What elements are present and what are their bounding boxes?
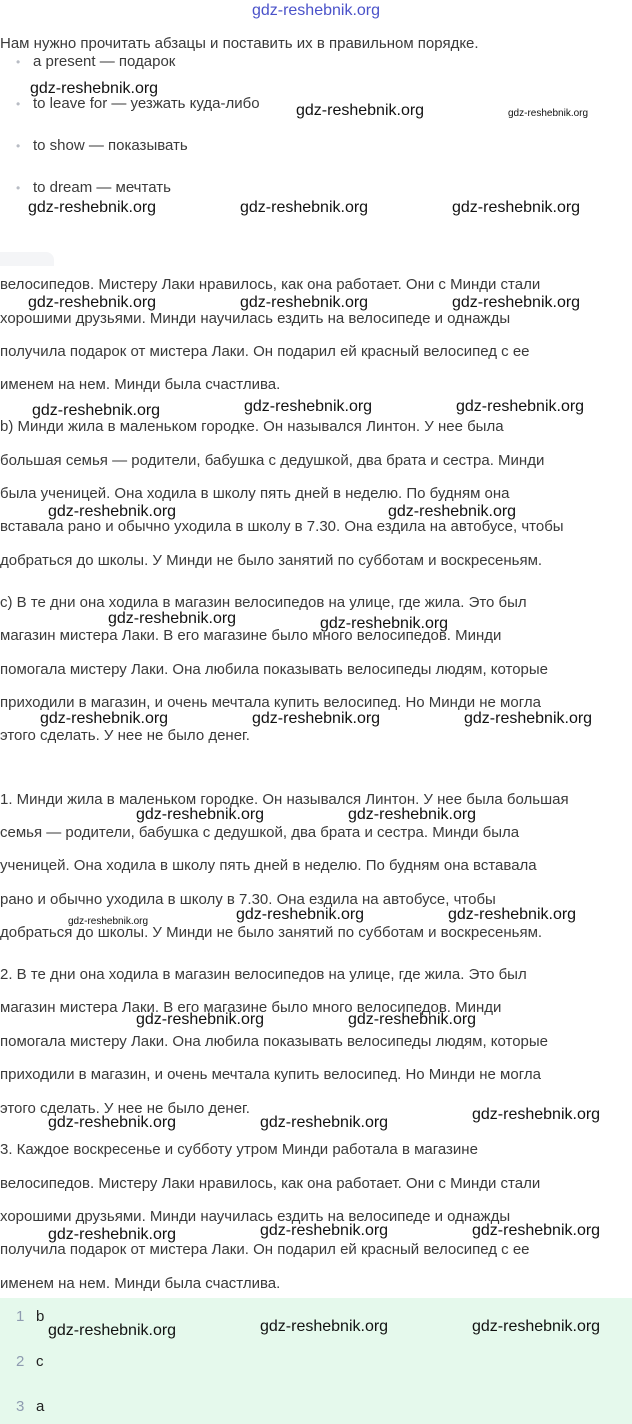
bullet-icon: •: [16, 181, 21, 195]
passage-line: приходили в магазин, и очень мечтала купить велосипед. Но Минди не могла: [0, 694, 541, 711]
answer-row: 1 b: [16, 1308, 45, 1325]
passage-line: получила подарок от мистера Лаки. Он подарил ей красный велосипед с ее: [0, 343, 530, 360]
watermark: gdz-reshebnik.org: [136, 1011, 265, 1028]
ordered-line: семья — родители, бабушка с дедушкой, два брата и сестра. Минди была: [0, 824, 520, 841]
ordered-line: 1. Минди жила в маленьком городке. Он назывался Линтон. У нее была большая: [0, 791, 569, 808]
watermark: gdz-reshebnik.org: [244, 398, 373, 415]
passage-line: хорошими друзьями. Минди научилась ездить на велосипеде и однажды: [0, 310, 511, 327]
decorative-chip: [0, 252, 54, 266]
ordered-line: ученицей. Она ходила в школу пять дней в неделю. По будням она вставала: [0, 857, 537, 874]
watermark: gdz-reshebnik.org: [260, 1318, 389, 1335]
watermark: gdz-reshebnik.org: [456, 398, 585, 415]
bullet-icon: •: [16, 139, 21, 153]
ordered-line: рано и обычно уходила в школу в 7.30. Она ездила на автобусе, чтобы: [0, 891, 496, 908]
ordered-line: 3. Каждое воскресенье и субботу утром Минди работала в магазине: [0, 1141, 478, 1158]
ordered-line: именем на нем. Минди была счастлива.: [0, 1275, 281, 1292]
passage-line: c) В те дни она ходила в магазин велосипедов на улице, где жила. Это был: [0, 594, 527, 611]
watermark: gdz-reshebnik.org: [48, 1226, 177, 1243]
answer-row: 3 a: [16, 1398, 45, 1415]
ordered-line: получила подарок от мистера Лаки. Он подарил ей красный велосипед с ее: [0, 1241, 530, 1258]
watermark: gdz-reshebnik.org: [28, 199, 157, 216]
watermark: gdz-reshebnik.org: [472, 1106, 601, 1123]
passage-line: велосипедов. Мистеру Лаки нравилось, как она работает. Они с Минди стали: [0, 276, 541, 293]
watermark: gdz-reshebnik.org: [508, 108, 589, 119]
watermark: gdz-reshebnik.org: [348, 1011, 477, 1028]
ordered-line: добраться до школы. У Минди не было занятий по субботам и воскресеньям.: [0, 924, 543, 941]
watermark: gdz-reshebnik.org: [32, 402, 161, 419]
ordered-line: помогала мистеру Лаки. Она любила показывать велосипеды людям, которые: [0, 1033, 549, 1050]
watermark: gdz-reshebnik.org: [472, 1318, 601, 1335]
watermark: gdz-reshebnik.org: [260, 1222, 389, 1239]
watermark: gdz-reshebnik.org: [320, 615, 449, 632]
watermark: gdz-reshebnik.org: [30, 80, 159, 97]
ordered-line: велосипедов. Мистеру Лаки нравилось, как она работает. Они с Минди стали: [0, 1175, 541, 1192]
watermark: gdz-reshebnik.org: [296, 102, 425, 119]
answer-row: 2 c: [16, 1353, 44, 1370]
watermark: gdz-reshebnik.org: [40, 710, 169, 727]
watermark: gdz-reshebnik.org: [260, 1114, 389, 1131]
watermark: gdz-reshebnik.org: [464, 710, 593, 727]
watermark: gdz-reshebnik.org: [136, 806, 265, 823]
watermark: gdz-reshebnik.org: [240, 199, 369, 216]
header-watermark: gdz-reshebnik.org: [251, 2, 381, 19]
watermark: gdz-reshebnik.org: [448, 906, 577, 923]
passage-line: вставала рано и обычно уходила в школу в 7.30. Она ездила на автобусе, чтобы: [0, 518, 564, 535]
watermark: gdz-reshebnik.org: [48, 1322, 177, 1339]
answers-panel: [0, 1298, 632, 1424]
vocab-item: • a present — подарок: [16, 53, 176, 70]
watermark: gdz-reshebnik.org: [348, 806, 477, 823]
watermark: gdz-reshebnik.org: [28, 294, 157, 311]
ordered-line: этого сделать. У нее не было денег.: [0, 1100, 250, 1117]
watermark: gdz-reshebnik.org: [388, 503, 517, 520]
ordered-line: магазин мистера Лаки. В его магазине было много велосипедов. Минди: [0, 999, 502, 1016]
watermark: gdz-reshebnik.org: [240, 294, 369, 311]
passage-line: b) Минди жила в маленьком городке. Он назывался Линтон. У нее была: [0, 418, 504, 435]
ordered-line: приходили в магазин, и очень мечтала купить велосипед. Но Минди не могла: [0, 1066, 541, 1083]
passage-line: была ученицей. Она ходила в школу пять дней в неделю. По будням она: [0, 485, 510, 502]
watermark: gdz-reshebnik.org: [48, 503, 177, 520]
watermark: gdz-reshebnik.org: [236, 906, 365, 923]
passage-line: именем на нем. Минди была счастлива.: [0, 376, 281, 393]
passage-line: большая семья — родители, бабушка с дедушкой, два брата и сестра. Минди: [0, 452, 545, 469]
watermark: gdz-reshebnik.org: [452, 294, 581, 311]
passage-line: магазин мистера Лаки. В его магазине было много велосипедов. Минди: [0, 627, 502, 644]
vocab-item: • to dream — мечтать: [16, 179, 171, 196]
ordered-line: 2. В те дни она ходила в магазин велосипедов на улице, где жила. Это был: [0, 966, 527, 983]
watermark: gdz-reshebnik.org: [48, 1114, 177, 1131]
ordered-line: хорошими друзьями. Минди научилась ездить на велосипеде и однажды: [0, 1208, 511, 1225]
watermark: gdz-reshebnik.org: [472, 1222, 601, 1239]
bullet-icon: •: [16, 55, 21, 69]
passage-line: помогала мистеру Лаки. Она любила показывать велосипеды людям, которые: [0, 661, 549, 678]
passage-line: добраться до школы. У Минди не было занятий по субботам и воскресеньям.: [0, 552, 543, 569]
watermark: gdz-reshebnik.org: [252, 710, 381, 727]
bullet-icon: •: [16, 97, 21, 111]
vocab-item: • to leave for — уезжать куда-либо: [16, 95, 260, 112]
intro-text: Нам нужно прочитать абзацы и поставить их в правильном порядке.: [0, 35, 479, 52]
passage-line: этого сделать. У нее не было денег.: [0, 727, 250, 744]
watermark: gdz-reshebnik.org: [68, 916, 149, 927]
watermark: gdz-reshebnik.org: [452, 199, 581, 216]
watermark: gdz-reshebnik.org: [108, 610, 237, 627]
vocab-item: • to show — показывать: [16, 137, 188, 154]
